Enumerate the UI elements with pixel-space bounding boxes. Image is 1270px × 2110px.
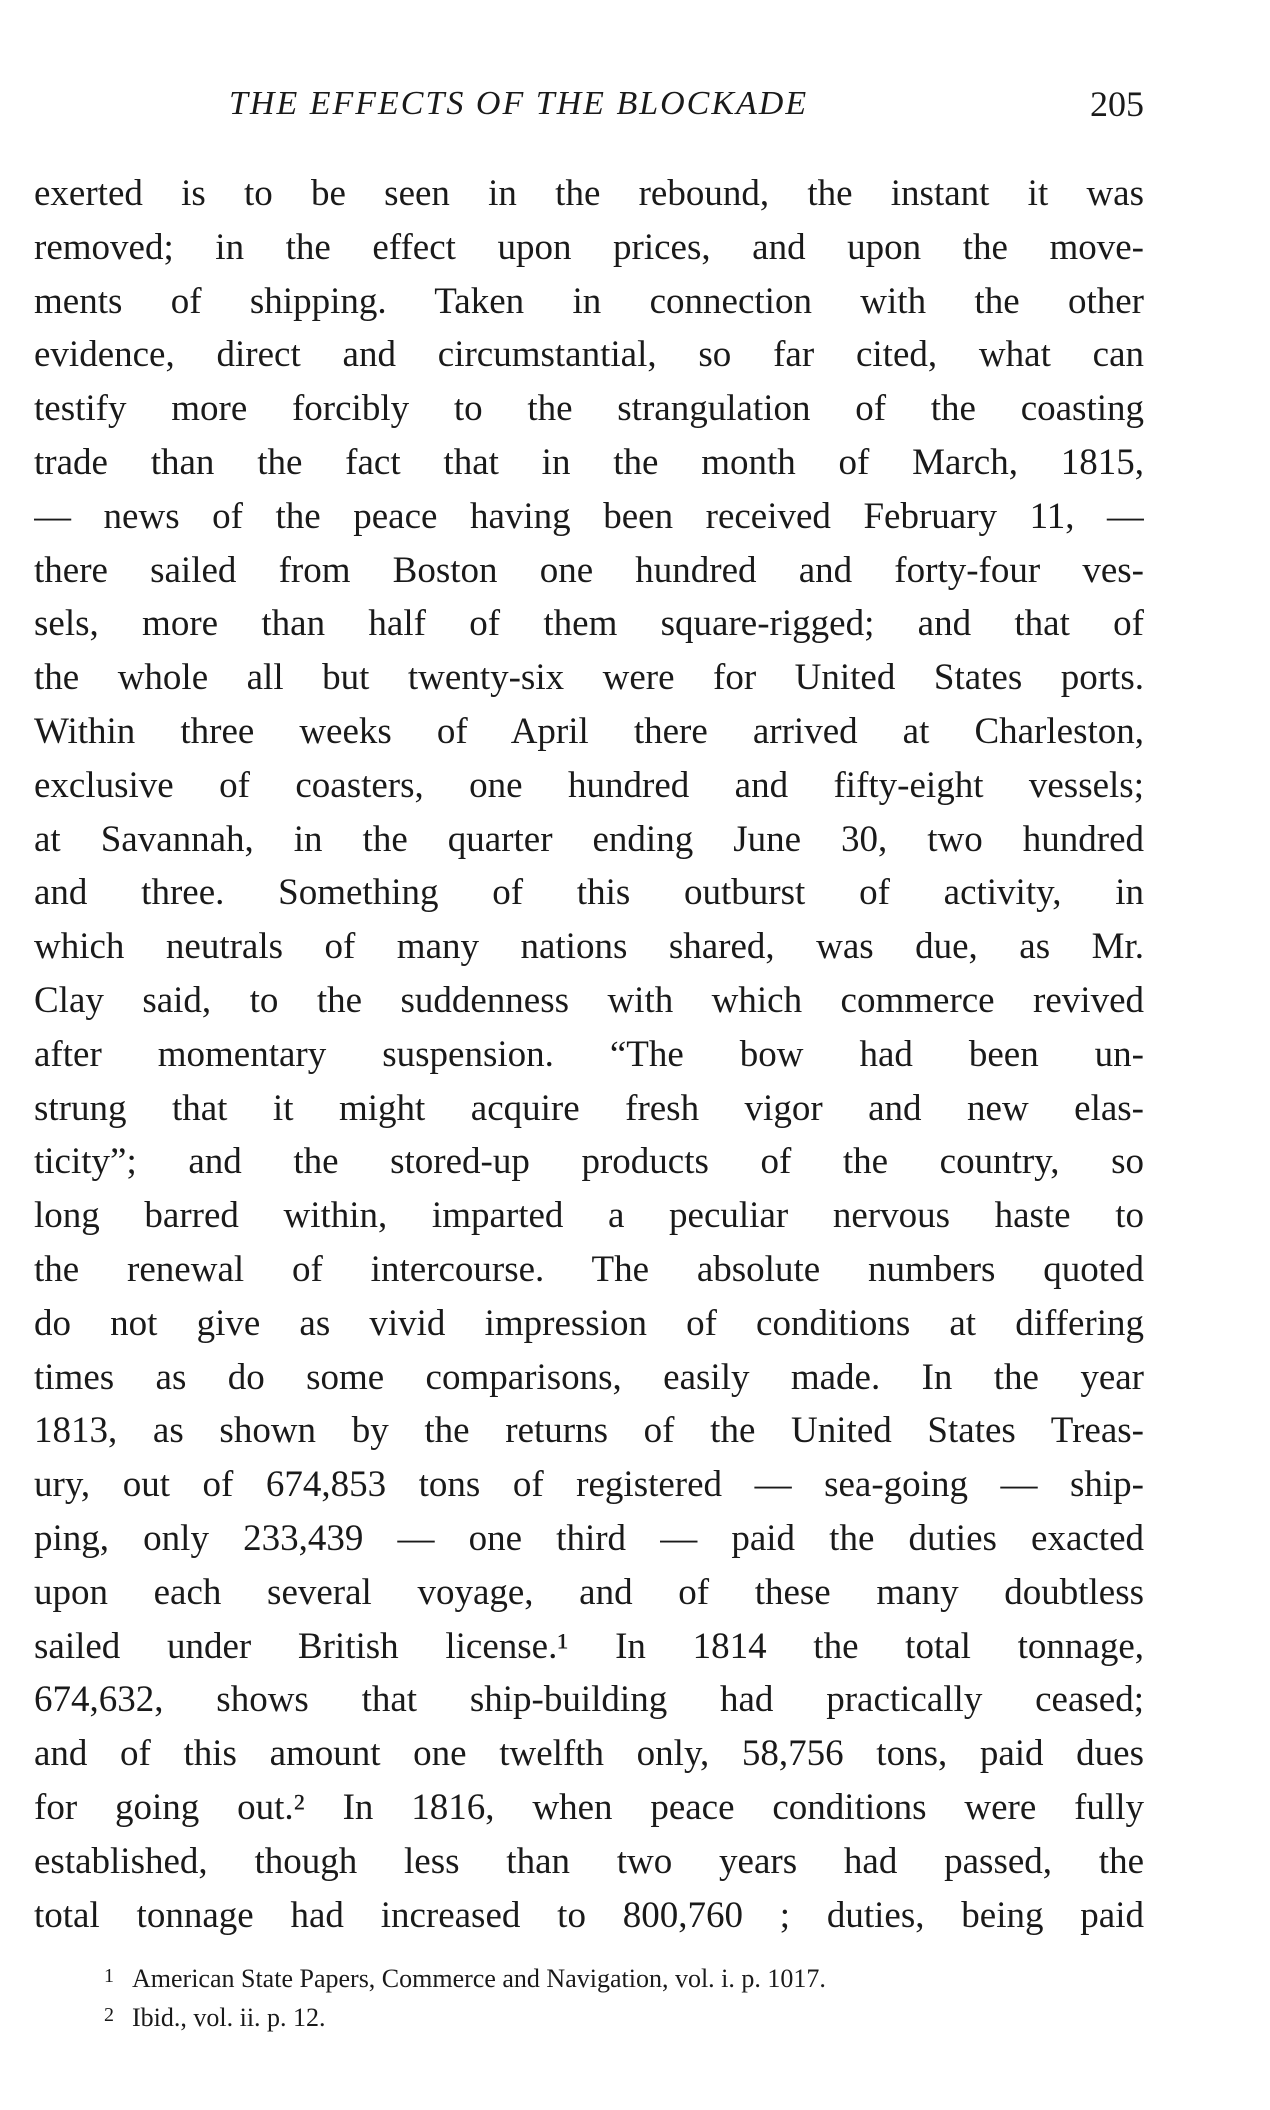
text-line: at Savannah, in the quarter ending June 30, two hundred	[34, 818, 1144, 860]
footnotes	[104, 1958, 1144, 2036]
text-line: — news of the peace having been received February 11, —	[34, 495, 1144, 537]
body-text	[34, 167, 1144, 1942]
text-line: strung that it might acquire fresh vigor and new elas-	[34, 1087, 1144, 1129]
text-line: and three. Something of this outburst of activity, in	[34, 872, 1144, 914]
text-line: trade than the fact that in the month of March, 1815,	[34, 441, 1144, 483]
text-line: there sailed from Boston one hundred and forty-four ves-	[34, 549, 1144, 591]
text-line: long barred within, imparted a peculiar nervous haste to	[34, 1195, 1144, 1237]
footnote-mark: 2	[104, 2004, 114, 2026]
text-line: the renewal of intercourse. The absolute numbers quoted	[34, 1248, 1144, 1290]
text-line: do not give as vivid impression of conditions at differing	[34, 1302, 1144, 1344]
text-line: evidence, direct and circumstantial, so far cited, what can	[34, 334, 1144, 376]
page-header	[34, 80, 1144, 128]
text-line: exclusive of coasters, one hundred and fifty-eight vessels;	[34, 764, 1144, 806]
text-line: ury, out of 674,853 tons of registered — sea-going — ship-	[34, 1464, 1144, 1506]
text-line: 674,632, shows that ship-building had practically ceased;	[34, 1679, 1144, 1721]
text-line: sailed under British license.¹ In 1814 the total tonnage,	[34, 1625, 1144, 1667]
text-line: ments of shipping. Taken in connection with the other	[34, 280, 1144, 322]
text-line: ping, only 233,439 — one third — paid the duties exacted	[34, 1517, 1144, 1559]
text-line: total tonnage had increased to 800,760 ; duties, being paid	[34, 1894, 1144, 1936]
text-line: for going out.² In 1816, when peace conditions were fully	[34, 1786, 1144, 1828]
text-line: sels, more than half of them square-rigged; and that of	[34, 603, 1144, 645]
text-line: times as do some comparisons, easily made. In the year	[34, 1356, 1144, 1398]
running-head: THE EFFECTS OF THE BLOCKADE	[229, 85, 809, 122]
text-line: 1813, as shown by the returns of the United States Treas-	[34, 1410, 1144, 1452]
footnote-1	[104, 1958, 1144, 1997]
text-line: the whole all but twenty-six were for United States ports.	[34, 657, 1144, 699]
footnote-text: American State Papers, Commerce and Navigation, vol. i. p. 1017.	[132, 1964, 826, 1993]
text-line: after momentary suspension. “The bow had been un-	[34, 1033, 1144, 1075]
text-line: Within three weeks of April there arrived at Charleston,	[34, 710, 1144, 752]
text-line: removed; in the effect upon prices, and upon the move-	[34, 226, 1144, 268]
text-line: established, though less than two years had passed, the	[34, 1840, 1144, 1882]
text-line: which neutrals of many nations shared, was due, as Mr.	[34, 926, 1144, 968]
footnote-mark: 1	[104, 1965, 114, 1987]
footnote-text: Ibid., vol. ii. p. 12.	[132, 2003, 326, 2032]
text-line: exerted is to be seen in the rebound, the instant it was	[34, 173, 1144, 214]
page-number: 205	[1090, 84, 1144, 124]
text-line: Clay said, to the suddenness with which commerce revived	[34, 979, 1144, 1021]
text-line: upon each several voyage, and of these many doubtless	[34, 1571, 1144, 1613]
text-line: ticity”; and the stored-up products of the country, so	[34, 1141, 1144, 1183]
footnote-2	[104, 1997, 1144, 2036]
text-line: testify more forcibly to the strangulation of the coasting	[34, 388, 1144, 430]
text-line: and of this amount one twelfth only, 58,756 tons, paid dues	[34, 1733, 1144, 1775]
